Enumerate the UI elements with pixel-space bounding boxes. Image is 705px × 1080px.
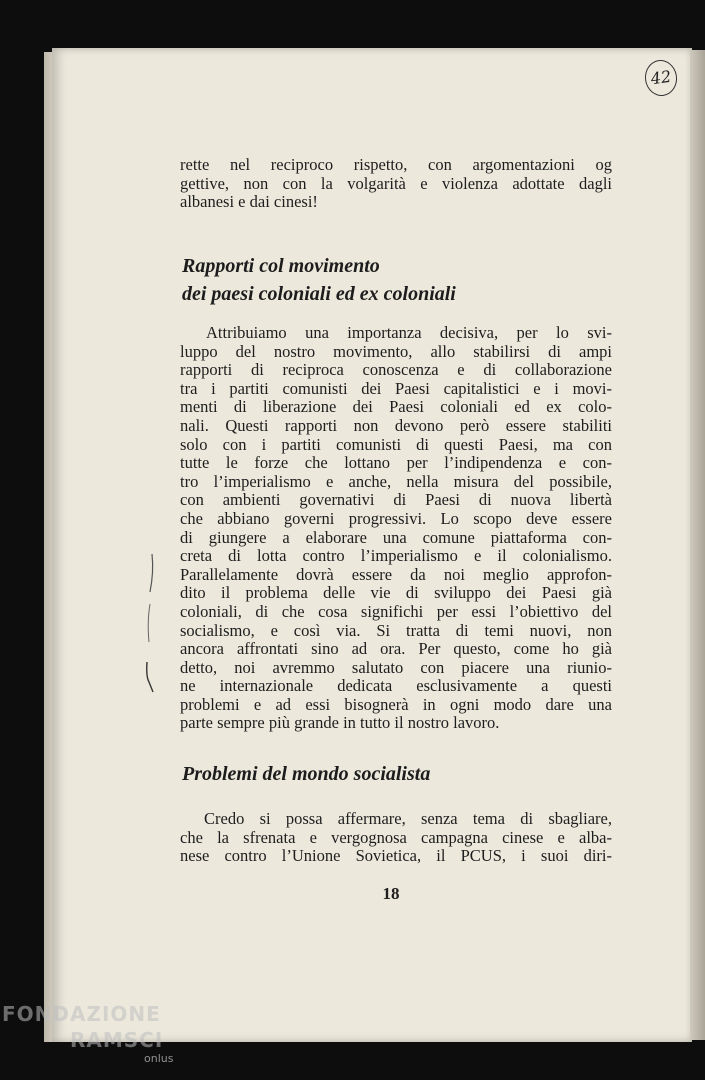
text-line: ne internazionale dedicata esclusivamente a questi [180,676,612,696]
watermark-suffix: onlus [144,1052,174,1065]
text-line: menti di liberazione dei Paesi coloniali ed ex colo- [180,397,612,417]
page-number: 18 [382,884,400,903]
text-line: Attribuiamo una importanza decisiva, per lo svi- [206,323,612,342]
text-line: nese contro l’Unione Sovietica, il PCUS, i suoi diri- [180,846,612,866]
text-line: parte sempre più grande in tutto il nostro lavoro. [180,713,500,733]
text-line: albanesi e dai cinesi! [180,192,318,212]
section1-paragraph [180,324,612,733]
text-line: coloniali, di che cosa significhi per essi l’obiettivo del [180,601,612,621]
text-line: socialismo, e così via. Si tratta di temi nuovi, non [180,620,612,640]
text-line: rapporti di reciproca conoscenza e di collaborazione [180,360,612,380]
heading-line: Rapporti col movimento [182,255,380,277]
text-line: problemi e ad essi bisognerà in ogni modo dare una [180,694,612,714]
text-line: rette nel reciproco rispetto, con argomentazioni og [180,155,612,174]
text-line: con ambienti governativi di Paesi di nuova libertà [180,490,612,510]
text-line: che la sfrenata e vergognosa campagna cinese e alba- [180,827,612,847]
heading-line: dei paesi coloniali ed ex coloniali [182,283,456,305]
text-line: tutte le forze che lottano per l’indipendenza e con- [180,453,612,473]
watermark-line: RAMSCI [70,1028,164,1052]
text-line: Credo si possa affermare, senza tema di sbagliare, [204,809,612,828]
text-line: dito il problema delle vie di sviluppo dei Paesi già [180,583,612,603]
section-heading-socialist: Problemi del mondo socialista [182,763,431,785]
text-line: detto, noi avremmo salutato con piacere una riunio- [180,657,612,677]
text-line: che abbiano governi progressivi. Lo scopo deve essere [180,508,612,528]
text-line: creta di lotta contro l’imperialismo e il colonialismo. [180,546,612,566]
text-line: gettive, non con la volgarità e violenza adottate dagli [180,173,612,193]
text-line: tro l’imperialismo e anche, nella misura del possibile, [180,471,612,491]
pencil-margin-mark-icon [140,552,160,702]
fondazione-gramsci-watermark [2,1002,174,1065]
text-line: Parallelamente dovrà essere da noi meglio approfon- [180,564,612,584]
text-line: di giungere a elaborare una comune piattaforma con- [180,527,612,547]
page-right-edge [690,50,705,1040]
text-line: solo con i partiti comunisti di questi Paesi, ma con [180,434,612,454]
text-line: ancora affrontati sino ad ora. Per questo, come ho già [180,639,612,659]
section2-paragraph [180,810,612,866]
folio-mark: 42 [643,58,680,98]
section-heading-colonial [182,252,456,308]
text-line: luppo del nostro movimento, allo stabilirsi di ampi [180,341,612,361]
text-line: nali. Questi rapporti non devono però essere stabiliti [180,415,612,435]
continuation-paragraph [180,156,612,212]
text-line: tra i partiti comunisti dei Paesi capitalistici e i movi- [180,378,612,398]
watermark-line: FONDAZIONE [2,1002,161,1026]
